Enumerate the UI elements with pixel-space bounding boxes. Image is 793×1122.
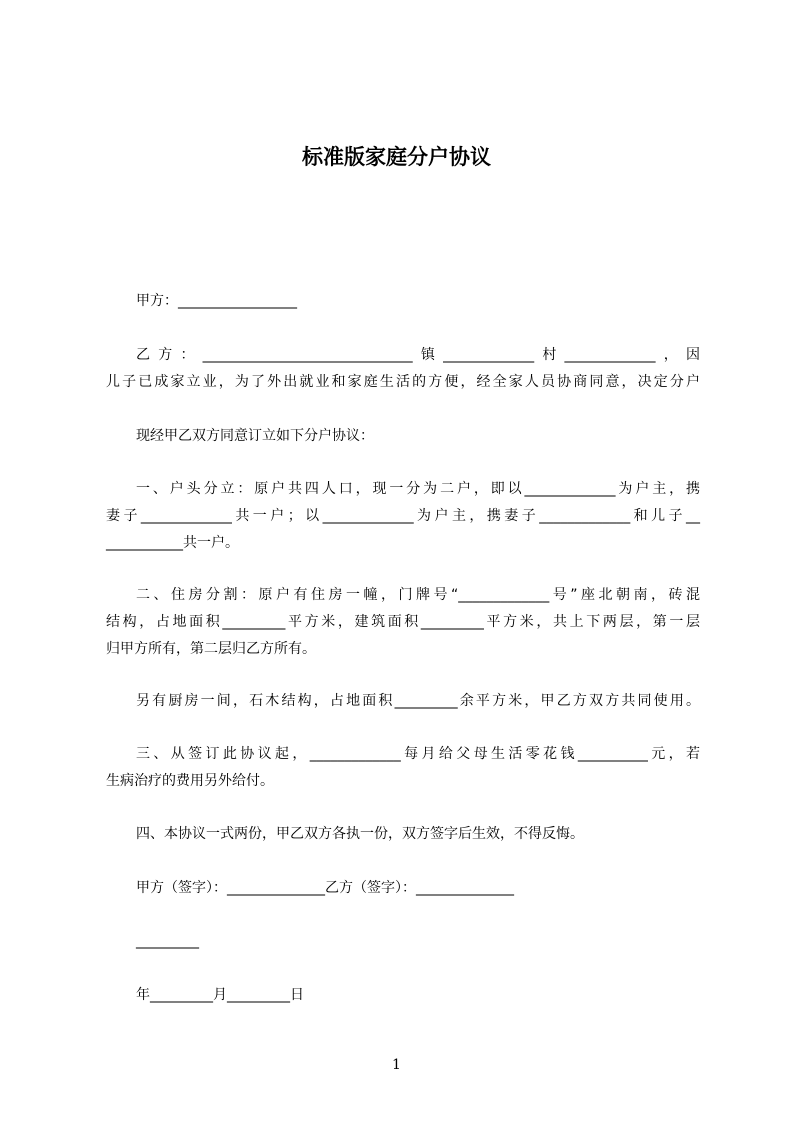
clause-4: 四、本协议一式两份，甲乙双方各执一份，双方签字后生效，不得反悔。 (136, 826, 584, 842)
kitchen-clause: 另有厨房一间，石木结构，占地面积_________余平方米，甲乙方双方共同使用。 (136, 693, 700, 709)
clause-2-line-1: 二、住房分割：原户有住房一幢，门牌号“_____________号”座北朝南，砖混 (136, 587, 700, 603)
clause-1-line-2: 妻子_____________共一户；以_____________为户主，携妻子_____________和儿子__ (106, 508, 700, 524)
clause-1-line-3: ___________共一户。 (106, 535, 239, 551)
blank-line: _________ (136, 933, 199, 949)
clause-2-line-2: 结构，占地面积_________平方米，建筑面积_________平方米，共上下两层，第一层 (106, 614, 700, 630)
clause-2-line-3: 归甲方所有，第二层归乙方所有。 (106, 641, 316, 657)
date-line: 年_________月_________日 (136, 987, 304, 1003)
document-title: 标准版家庭分户协议 (302, 145, 491, 169)
party-a-line: 甲方：_________________ (136, 293, 297, 309)
clause-3-line-1: 三、从签订此协议起，_____________每月给父母生活零花钱__________元，若 (136, 746, 700, 762)
agreement-intro: 现经甲乙双方同意订立如下分户协议： (136, 428, 374, 444)
clause-1-line-1: 一、户头分立：原户共四人口，现一分为二户，即以_____________为户主，携 (136, 481, 700, 497)
party-b-line-1: 乙方：______________________________镇_____________村_____________，因 (136, 347, 700, 363)
party-b-line-2: 儿子已成家立业，为了外出就业和家庭生活的方便，经全家人员协商同意，决定分户 (106, 374, 700, 390)
signature-line: 甲方（签字）：______________乙方（签字）：______________ (136, 880, 514, 896)
clause-3-line-2: 生病治疗的费用另外给付。 (106, 773, 274, 789)
page-number: 1 (392, 1057, 401, 1073)
